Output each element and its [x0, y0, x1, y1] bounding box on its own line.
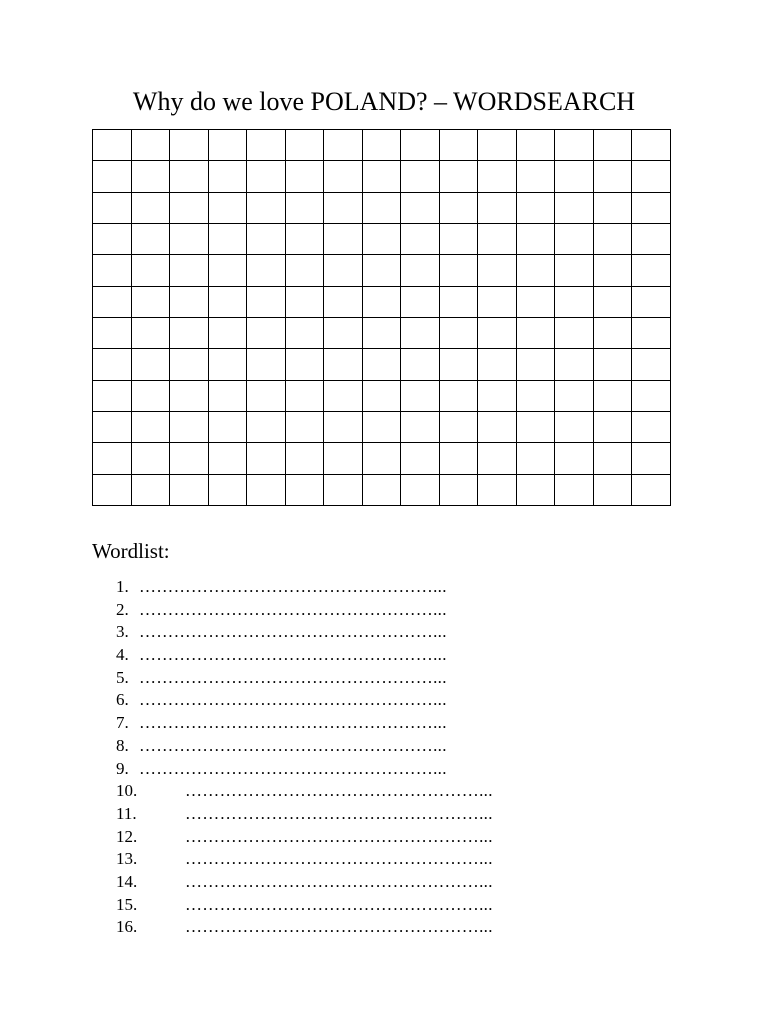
- grid-cell[interactable]: [93, 192, 132, 223]
- wordlist-item-number: 13.: [116, 849, 138, 869]
- grid-cell[interactable]: [401, 443, 440, 474]
- wordlist-answer-line[interactable]: ……………………………………………...: [185, 803, 493, 823]
- grid-cell[interactable]: [247, 161, 286, 192]
- grid-cell[interactable]: [632, 286, 671, 317]
- grid-cell[interactable]: [516, 474, 555, 505]
- grid-cell[interactable]: [632, 411, 671, 442]
- wordlist-item: [0, 758, 768, 781]
- grid-cell[interactable]: [170, 192, 209, 223]
- grid-row: [93, 130, 671, 161]
- grid-cell[interactable]: [324, 411, 363, 442]
- grid-cell[interactable]: [170, 130, 209, 161]
- grid-cell[interactable]: [170, 443, 209, 474]
- grid-cell[interactable]: [555, 443, 594, 474]
- grid-cell[interactable]: [632, 192, 671, 223]
- grid-cell[interactable]: [632, 317, 671, 348]
- grid-row: [93, 474, 671, 505]
- grid-cell[interactable]: [285, 474, 324, 505]
- grid-cell[interactable]: [324, 349, 363, 380]
- grid-cell[interactable]: [516, 380, 555, 411]
- grid-cell[interactable]: [516, 161, 555, 192]
- wordlist-answer-line[interactable]: ……………………………………………...: [139, 735, 447, 755]
- grid-cell[interactable]: [593, 223, 632, 254]
- grid-cell[interactable]: [401, 286, 440, 317]
- grid-cell[interactable]: [555, 255, 594, 286]
- wordlist-item: [0, 916, 768, 939]
- grid-cell[interactable]: [324, 317, 363, 348]
- grid-cell[interactable]: [555, 223, 594, 254]
- grid-cell[interactable]: [285, 223, 324, 254]
- wordlist-item-number: 4.: [116, 645, 129, 665]
- grid-cell[interactable]: [555, 411, 594, 442]
- grid-cell[interactable]: [93, 349, 132, 380]
- wordlist-item-number: 16.: [116, 917, 138, 937]
- grid-cell[interactable]: [247, 255, 286, 286]
- grid-cell[interactable]: [401, 192, 440, 223]
- grid-cell[interactable]: [401, 223, 440, 254]
- grid-cell[interactable]: [131, 474, 170, 505]
- grid-cell[interactable]: [208, 349, 247, 380]
- grid-cell[interactable]: [93, 411, 132, 442]
- grid-cell[interactable]: [324, 286, 363, 317]
- wordlist-item-number: 5.: [116, 667, 129, 687]
- grid-row: [93, 380, 671, 411]
- grid-cell[interactable]: [285, 255, 324, 286]
- wordlist-answer-line[interactable]: ……………………………………………...: [139, 713, 447, 733]
- grid-cell[interactable]: [247, 286, 286, 317]
- grid-cell[interactable]: [208, 161, 247, 192]
- grid-cell[interactable]: [324, 380, 363, 411]
- wordlist-item-number: 15.: [116, 894, 138, 914]
- wordlist-item: [0, 689, 768, 712]
- grid-cell[interactable]: [478, 349, 517, 380]
- grid-cell[interactable]: [131, 223, 170, 254]
- grid-cell[interactable]: [439, 443, 478, 474]
- grid-cell[interactable]: [170, 349, 209, 380]
- grid-cell[interactable]: [439, 223, 478, 254]
- wordlist-answer-line[interactable]: ……………………………………………...: [185, 781, 493, 801]
- grid-row: [93, 317, 671, 348]
- grid-cell[interactable]: [555, 130, 594, 161]
- wordlist-answer-line[interactable]: ……………………………………………...: [185, 894, 493, 914]
- wordlist-item: [0, 871, 768, 894]
- grid-cell[interactable]: [478, 130, 517, 161]
- wordlist-item: [0, 803, 768, 826]
- grid-cell[interactable]: [555, 474, 594, 505]
- grid-row: [93, 349, 671, 380]
- grid-cell[interactable]: [93, 474, 132, 505]
- grid-cell[interactable]: [131, 255, 170, 286]
- grid-cell[interactable]: [170, 255, 209, 286]
- grid-cell[interactable]: [285, 443, 324, 474]
- grid-cell[interactable]: [555, 349, 594, 380]
- grid-cell[interactable]: [247, 223, 286, 254]
- grid-cell[interactable]: [401, 130, 440, 161]
- grid-cell[interactable]: [170, 286, 209, 317]
- grid-cell[interactable]: [247, 380, 286, 411]
- grid-cell[interactable]: [555, 317, 594, 348]
- grid-cell[interactable]: [632, 443, 671, 474]
- wordlist-item-number: 12.: [116, 826, 138, 846]
- grid-cell[interactable]: [362, 161, 401, 192]
- grid-cell[interactable]: [324, 161, 363, 192]
- grid-cell[interactable]: [439, 474, 478, 505]
- grid-cell[interactable]: [131, 286, 170, 317]
- grid-cell[interactable]: [247, 130, 286, 161]
- grid-cell[interactable]: [131, 443, 170, 474]
- grid-cell[interactable]: [324, 474, 363, 505]
- grid-cell[interactable]: [324, 443, 363, 474]
- grid-row: [93, 255, 671, 286]
- grid-cell[interactable]: [439, 192, 478, 223]
- grid-cell[interactable]: [478, 161, 517, 192]
- wordlist-answer-line[interactable]: ……………………………………………...: [185, 871, 493, 891]
- grid-cell[interactable]: [401, 411, 440, 442]
- grid-cell[interactable]: [285, 411, 324, 442]
- wordlist-answer-line[interactable]: ……………………………………………...: [139, 690, 447, 710]
- wordlist-answer-line[interactable]: ……………………………………………...: [139, 645, 447, 665]
- grid-cell[interactable]: [555, 192, 594, 223]
- wordlist-item: [0, 735, 768, 758]
- wordlist-answer-line[interactable]: ……………………………………………...: [185, 849, 493, 869]
- wordlist-answer-line[interactable]: ……………………………………………...: [185, 826, 493, 846]
- grid-cell[interactable]: [632, 223, 671, 254]
- grid-cell[interactable]: [285, 349, 324, 380]
- wordlist-item: [0, 599, 768, 622]
- grid-cell[interactable]: [170, 161, 209, 192]
- grid-row: [93, 161, 671, 192]
- grid-cell[interactable]: [555, 286, 594, 317]
- grid-cell[interactable]: [478, 286, 517, 317]
- wordsearch-grid: [92, 129, 671, 506]
- grid-cell[interactable]: [362, 380, 401, 411]
- wordlist-answer-line[interactable]: ……………………………………………...: [139, 758, 447, 778]
- wordlist-item: [0, 712, 768, 735]
- grid-cell[interactable]: [478, 223, 517, 254]
- wordlist-item-number: 9.: [116, 758, 129, 778]
- grid-cell[interactable]: [362, 192, 401, 223]
- grid-cell[interactable]: [439, 286, 478, 317]
- grid-cell[interactable]: [362, 474, 401, 505]
- grid-cell[interactable]: [362, 130, 401, 161]
- grid-cell[interactable]: [593, 192, 632, 223]
- grid-cell[interactable]: [170, 474, 209, 505]
- grid-cell[interactable]: [131, 192, 170, 223]
- grid-cell[interactable]: [93, 130, 132, 161]
- grid-cell[interactable]: [362, 349, 401, 380]
- grid-cell[interactable]: [208, 474, 247, 505]
- grid-cell[interactable]: [324, 255, 363, 286]
- wordlist-item: [0, 576, 768, 599]
- grid-cell[interactable]: [516, 349, 555, 380]
- grid-cell[interactable]: [632, 255, 671, 286]
- wordlist-item: [0, 621, 768, 644]
- grid-cell[interactable]: [208, 317, 247, 348]
- grid-cell[interactable]: [247, 411, 286, 442]
- grid-cell[interactable]: [439, 411, 478, 442]
- wordlist-item: [0, 826, 768, 849]
- grid-cell[interactable]: [208, 411, 247, 442]
- wordlist-answer-line[interactable]: ……………………………………………...: [139, 622, 447, 642]
- wordlist: [0, 576, 768, 939]
- wordlist-answer-line[interactable]: ……………………………………………...: [139, 599, 447, 619]
- grid-cell[interactable]: [208, 380, 247, 411]
- grid-cell[interactable]: [93, 223, 132, 254]
- grid-cell[interactable]: [593, 255, 632, 286]
- grid-cell[interactable]: [131, 317, 170, 348]
- grid-row: [93, 411, 671, 442]
- grid-cell[interactable]: [632, 161, 671, 192]
- wordlist-answer-line[interactable]: ……………………………………………...: [139, 577, 447, 596]
- grid-cell[interactable]: [285, 161, 324, 192]
- grid-cell[interactable]: [439, 255, 478, 286]
- wordlist-item-number: 3.: [116, 622, 129, 642]
- grid-cell[interactable]: [285, 380, 324, 411]
- wordlist-item-number: 2.: [116, 599, 129, 619]
- wordlist-item-number: 14.: [116, 871, 138, 891]
- grid-cell[interactable]: [93, 286, 132, 317]
- grid-cell[interactable]: [93, 255, 132, 286]
- grid-cell[interactable]: [401, 349, 440, 380]
- grid-cell[interactable]: [285, 286, 324, 317]
- wordlist-item: [0, 667, 768, 690]
- grid-cell[interactable]: [478, 411, 517, 442]
- wordlist-item-number: 10.: [116, 781, 138, 801]
- grid-cell[interactable]: [208, 443, 247, 474]
- grid-cell[interactable]: [170, 380, 209, 411]
- grid-cell[interactable]: [401, 255, 440, 286]
- grid-cell[interactable]: [516, 192, 555, 223]
- grid-cell[interactable]: [439, 380, 478, 411]
- wordlist-item: [0, 848, 768, 871]
- wordlist-answer-line[interactable]: ……………………………………………...: [185, 917, 493, 937]
- grid-cell[interactable]: [131, 130, 170, 161]
- grid-cell[interactable]: [93, 317, 132, 348]
- grid-cell[interactable]: [516, 255, 555, 286]
- grid-cell[interactable]: [208, 255, 247, 286]
- grid-cell[interactable]: [170, 223, 209, 254]
- grid-cell[interactable]: [439, 161, 478, 192]
- grid-cell[interactable]: [93, 380, 132, 411]
- grid-cell[interactable]: [131, 380, 170, 411]
- grid-cell[interactable]: [439, 349, 478, 380]
- grid-cell[interactable]: [170, 411, 209, 442]
- grid-cell[interactable]: [516, 317, 555, 348]
- grid-cell[interactable]: [208, 192, 247, 223]
- grid-cell[interactable]: [285, 130, 324, 161]
- grid-cell[interactable]: [93, 161, 132, 192]
- page-title: Why do we love POLAND? – WORDSEARCH: [132, 87, 636, 116]
- grid-cell[interactable]: [439, 317, 478, 348]
- grid-cell[interactable]: [555, 161, 594, 192]
- wordlist-item-number: 7.: [116, 713, 129, 733]
- grid-cell[interactable]: [247, 474, 286, 505]
- grid-cell[interactable]: [208, 223, 247, 254]
- wordlist-heading: Wordlist:: [92, 539, 170, 563]
- wordlist-item-number: 11.: [116, 803, 137, 823]
- grid-cell[interactable]: [593, 349, 632, 380]
- grid-cell[interactable]: [478, 443, 517, 474]
- grid-cell[interactable]: [593, 286, 632, 317]
- grid-cell[interactable]: [516, 223, 555, 254]
- grid-cell[interactable]: [478, 380, 517, 411]
- grid-row: [93, 286, 671, 317]
- grid-cell[interactable]: [401, 317, 440, 348]
- grid-cell[interactable]: [247, 192, 286, 223]
- grid-cell[interactable]: [593, 380, 632, 411]
- grid-cell[interactable]: [362, 411, 401, 442]
- grid-cell[interactable]: [439, 130, 478, 161]
- grid-cell[interactable]: [208, 286, 247, 317]
- grid-cell[interactable]: [247, 317, 286, 348]
- grid-cell[interactable]: [324, 130, 363, 161]
- grid-cell[interactable]: [285, 317, 324, 348]
- grid-cell[interactable]: [593, 161, 632, 192]
- grid-cell[interactable]: [401, 474, 440, 505]
- grid-cell[interactable]: [362, 223, 401, 254]
- grid-cell[interactable]: [170, 317, 209, 348]
- grid-cell[interactable]: [593, 443, 632, 474]
- grid-cell[interactable]: [131, 411, 170, 442]
- grid-cell[interactable]: [516, 286, 555, 317]
- grid-row: [93, 223, 671, 254]
- grid-cell[interactable]: [131, 349, 170, 380]
- grid-cell[interactable]: [632, 349, 671, 380]
- grid-cell[interactable]: [131, 161, 170, 192]
- grid-cell[interactable]: [593, 474, 632, 505]
- grid-cell[interactable]: [632, 130, 671, 161]
- grid-cell[interactable]: [632, 474, 671, 505]
- grid-cell[interactable]: [478, 317, 517, 348]
- grid-cell[interactable]: [247, 349, 286, 380]
- grid-cell[interactable]: [593, 411, 632, 442]
- wordlist-item-number: 6.: [116, 690, 129, 710]
- grid-cell[interactable]: [362, 317, 401, 348]
- grid-row: [93, 443, 671, 474]
- grid-cell[interactable]: [362, 286, 401, 317]
- wordlist-item: [0, 644, 768, 667]
- grid-cell[interactable]: [324, 223, 363, 254]
- grid-cell[interactable]: [401, 380, 440, 411]
- grid-cell[interactable]: [516, 443, 555, 474]
- grid-cell[interactable]: [593, 130, 632, 161]
- grid-cell[interactable]: [401, 161, 440, 192]
- grid-cell[interactable]: [208, 130, 247, 161]
- grid-cell[interactable]: [285, 192, 324, 223]
- grid-cell[interactable]: [362, 255, 401, 286]
- wordlist-item: [0, 780, 768, 803]
- grid-cell[interactable]: [324, 192, 363, 223]
- grid-cell[interactable]: [478, 474, 517, 505]
- grid-cell[interactable]: [516, 130, 555, 161]
- grid-cell[interactable]: [632, 380, 671, 411]
- wordlist-answer-line[interactable]: ……………………………………………...: [139, 667, 447, 687]
- grid-cell[interactable]: [362, 443, 401, 474]
- wordlist-item: [0, 894, 768, 917]
- grid-cell[interactable]: [478, 255, 517, 286]
- grid-cell[interactable]: [555, 380, 594, 411]
- grid-cell[interactable]: [593, 317, 632, 348]
- grid-cell[interactable]: [478, 192, 517, 223]
- grid-cell[interactable]: [247, 443, 286, 474]
- grid-cell[interactable]: [516, 411, 555, 442]
- grid-cell[interactable]: [93, 443, 132, 474]
- grid-row: [93, 192, 671, 223]
- wordlist-item-number: 1.: [116, 577, 129, 596]
- wordlist-item-number: 8.: [116, 735, 129, 755]
